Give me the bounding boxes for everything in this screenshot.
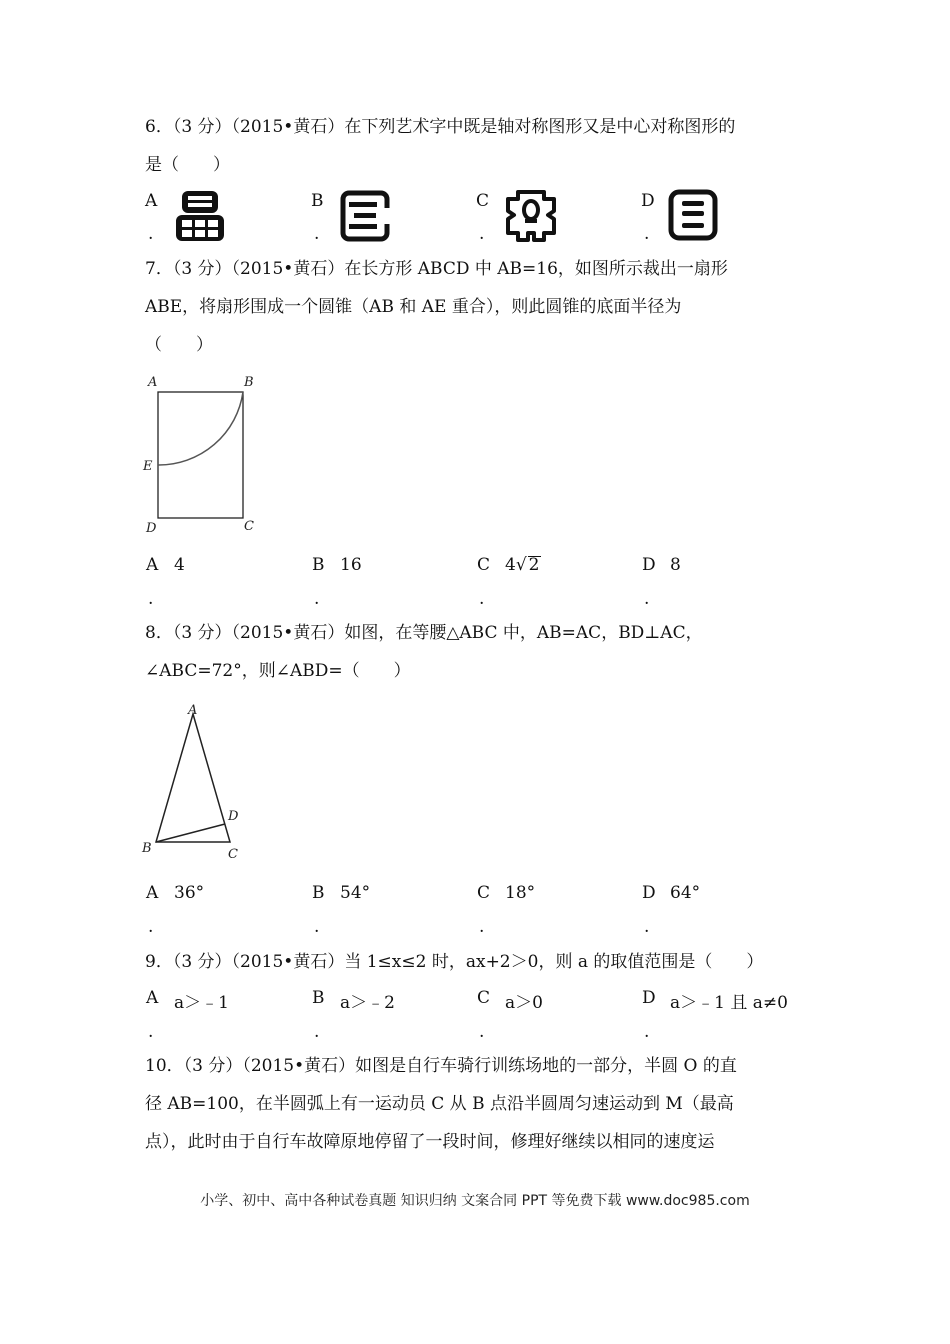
q7-option-d-letter: D (642, 555, 656, 575)
q6-option-a-dot: . (148, 224, 154, 244)
q9-option-d-dot: . (644, 1022, 650, 1042)
q6-option-d-dot: . (644, 224, 650, 244)
q8-label-c: C (228, 847, 238, 862)
q9-option-b-letter: B (312, 988, 325, 1008)
art-char-icon-c (504, 189, 558, 243)
art-char-icon-a (174, 189, 226, 243)
q9-option-b-dot: . (314, 1022, 320, 1042)
q7-label-d: D (146, 521, 157, 536)
q8-option-c-dot: . (479, 917, 485, 937)
q10-text-line3: 点），此时由于自行车故障原地停留了一段时间，修理好继续以相同的速度运 (145, 1132, 715, 1152)
q7-rectangle-figure (140, 370, 260, 536)
q10-text-line1: 10．（3 分）（2015•黄石）如图是自行车骑行训练场地的一部分，半圆 O 的直 (145, 1056, 737, 1076)
q7-option-d-dot: . (644, 589, 650, 609)
q8-option-a-dot: . (148, 917, 154, 937)
q8-triangle-figure (138, 700, 248, 865)
q9-option-a-letter: A (146, 988, 159, 1008)
q6-option-c-dot: . (479, 224, 485, 244)
q7-option-c-letter: C (477, 555, 491, 575)
q9-option-c-value: a＞0 (505, 993, 543, 1013)
q8-option-a-value: 36° (174, 883, 205, 903)
q9-option-c-dot: . (479, 1022, 485, 1042)
q7-option-c-radicand: 2 (528, 555, 540, 575)
q7-text-line1: 7．（3 分）（2015•黄石）在长方形 ABCD 中 AB=16，如图所示裁出一扇形 (145, 259, 728, 279)
q8-text-line1: 8．（3 分）（2015•黄石）如图，在等腰△ABC 中，AB=AC，BD⊥AC， (145, 623, 703, 643)
q7-text-line3: （ ） (145, 335, 213, 355)
q9-option-b-value: a＞﹣2 (340, 993, 395, 1013)
q7-option-d-value: 8 (670, 555, 681, 575)
q6-option-b-letter: B (311, 191, 324, 211)
q6-text-line1: 6．（3 分）（2015•黄石）在下列艺术字中既是轴对称图形又是中心对称图形的 (145, 117, 736, 137)
q9-option-a-value: a＞﹣1 (174, 993, 229, 1013)
q8-option-b-value: 54° (340, 883, 371, 903)
q10-text-line2: 径 AB=100，在半圆弧上有一运动员 C 从 B 点沿半圆周匀速运动到 M（最高 (145, 1094, 734, 1114)
q8-option-c-letter: C (477, 883, 491, 903)
q7-option-c-value: 4√ 2 (505, 555, 540, 575)
q7-label-a: A (148, 375, 158, 390)
q7-label-e: E (143, 459, 153, 474)
page-footer: 小学、初中、高中各种试卷真题 知识归纳 文案合同 PPT 等免费下载 www.doc985.com (200, 1193, 750, 1209)
q9-option-a-dot: . (148, 1022, 154, 1042)
q7-option-a-letter: A (146, 555, 159, 575)
q7-option-c-dot: . (479, 589, 485, 609)
q8-option-d-dot: . (644, 917, 650, 937)
q7-option-b-dot: . (314, 589, 320, 609)
q6-option-c-letter: C (476, 191, 490, 211)
q7-option-a-dot: . (148, 589, 154, 609)
q6-option-b-dot: . (314, 224, 320, 244)
art-char-icon-d (668, 189, 718, 241)
q8-option-b-dot: . (314, 917, 320, 937)
q6-option-a-letter: A (145, 191, 158, 211)
q8-option-d-value: 64° (670, 883, 701, 903)
q8-text-line2: ∠ABC=72°，则∠ABD=（ ） (145, 661, 411, 681)
q9-option-d-value: a＞﹣1 且 a≠0 (670, 993, 788, 1013)
q9-option-c-letter: C (477, 988, 491, 1008)
q7-label-c: C (244, 519, 254, 534)
q8-label-a: A (188, 703, 198, 718)
q8-option-d-letter: D (642, 883, 656, 903)
q7-label-b: B (244, 375, 254, 390)
art-char-icon-b (340, 190, 390, 242)
q6-option-d-letter: D (641, 191, 655, 211)
q8-label-d: D (228, 809, 239, 824)
q7-option-b-letter: B (312, 555, 325, 575)
q8-option-b-letter: B (312, 883, 325, 903)
q6-text-line2: 是（ ） (145, 155, 230, 175)
q7-text-line2: ABE，将扇形围成一个圆锥（AB 和 AE 重合），则此圆锥的底面半径为 (145, 297, 682, 317)
q9-option-d-letter: D (642, 988, 656, 1008)
q7-option-b-value: 16 (340, 555, 362, 575)
q8-option-a-letter: A (146, 883, 159, 903)
q7-option-a-value: 4 (174, 555, 185, 575)
q8-option-c-value: 18° (505, 883, 536, 903)
q9-text-line1: 9．（3 分）（2015•黄石）当 1≤x≤2 时，ax+2＞0，则 a 的取值范围是（ ） (145, 952, 764, 972)
q8-label-b: B (142, 841, 152, 856)
